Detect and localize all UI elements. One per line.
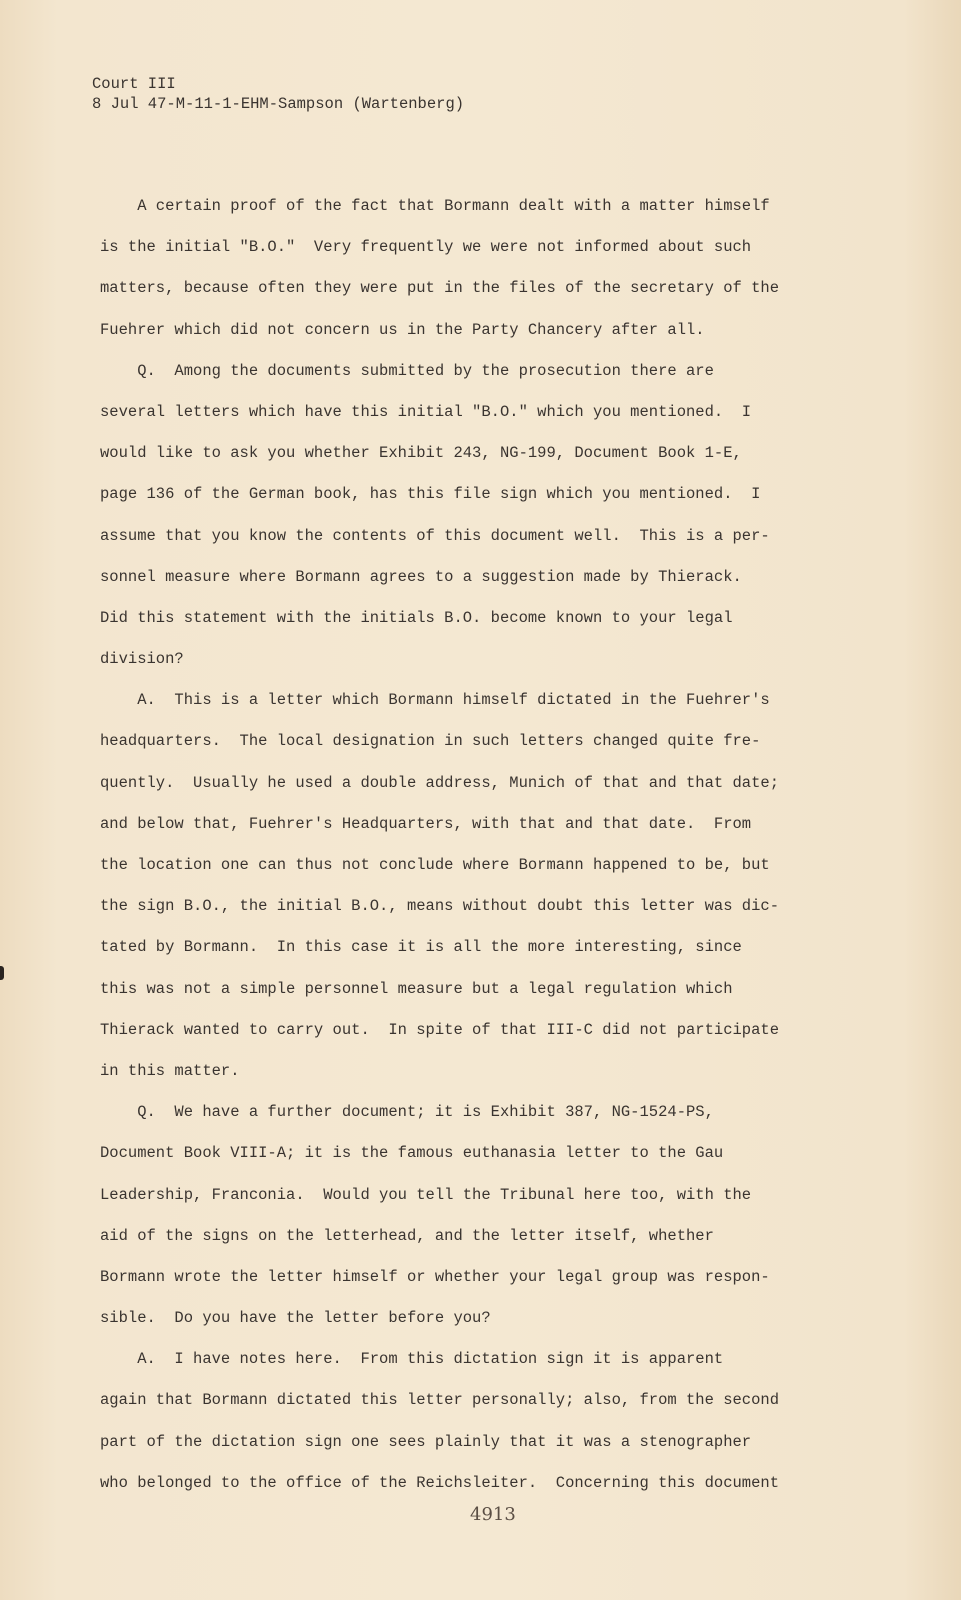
transcript-line: Q. Among the documents submitted by the prosecution there are [100, 361, 714, 380]
transcript-line: A. I have notes here. From this dictation sign it is apparent [100, 1350, 724, 1369]
transcript-line: A certain proof of the fact that Bormann dealt with a matter himself [100, 197, 770, 215]
transcript-body [100, 186, 860, 1504]
transcript-line: page 136 of the German book, has this file sign which you mentioned. I [100, 485, 761, 504]
transcript-line: several letters which have this initial "B.O." which you mentioned. I [100, 402, 752, 421]
court-label: Court III [92, 75, 176, 93]
transcript-line: division? [100, 650, 184, 669]
transcript-line: aid of the signs on the letterhead, and the letter itself, whether [100, 1226, 714, 1245]
transcript-line: quently. Usually he used a double address, Munich of that and that date; [100, 773, 780, 792]
transcript-line: assume that you know the contents of this document well. This is a per- [100, 526, 770, 545]
transcript-line: headquarters. The local designation in such letters changed quite fre- [100, 732, 761, 751]
transcript-line: Did this statement with the initials B.O. become known to your legal [100, 608, 733, 627]
transcript-line: this was not a simple personnel measure but a legal regulation which [100, 979, 733, 998]
transcript-line: Fuehrer which did not concern us in the Party Chancery after all. [100, 320, 705, 339]
transcript-line: is the initial "B.O." Very frequently we were not informed about such [100, 238, 752, 257]
transcript-line: the location one can thus not conclude where Bormann happened to be, but [100, 856, 770, 874]
transcript-line: part of the dictation sign one sees plainly that it was a stenographer [100, 1432, 752, 1451]
session-reference: 8 Jul 47-M-11-1-EHM-Sampson (Wartenberg) [92, 95, 465, 113]
transcript-line: Q. We have a further document; it is Exhibit 387, NG-1524-PS, [100, 1103, 714, 1122]
transcript-line: the sign B.O., the initial B.O., means without doubt this letter was dic- [100, 897, 780, 916]
transcript-line: tated by Bormann. In this case it is all the more interesting, since [100, 938, 742, 957]
transcript-line: Leadership, Franconia. Would you tell the Tribunal here too, with the [100, 1185, 752, 1204]
page-number: 4913 [470, 1504, 516, 1525]
transcript-line: would like to ask you whether Exhibit 243, NG-199, Document Book 1-E, [100, 444, 742, 463]
transcript-line: sible. Do you have the letter before you? [100, 1309, 491, 1328]
transcript-line: Thierack wanted to carry out. In spite of that III-C did not participate [100, 1020, 780, 1039]
page-header [92, 74, 464, 114]
transcript-line: who belonged to the office of the Reichsleiter. Concerning this document [100, 1473, 780, 1492]
transcript-line: Bormann wrote the letter himself or whether your legal group was respon- [100, 1267, 770, 1286]
transcript-line: sonnel measure where Bormann agrees to a suggestion made by Thierack. [100, 567, 742, 586]
transcript-line: matters, because often they were put in the files of the secretary of the [100, 279, 780, 298]
transcript-line: A. This is a letter which Bormann himself dictated in the Fuehrer's [100, 691, 770, 710]
transcript-line: in this matter. [100, 1061, 240, 1080]
transcript-line: again that Bormann dictated this letter personally; also, from the second [100, 1391, 780, 1410]
binding-mark [0, 966, 4, 980]
transcript-line: and below that, Fuehrer's Headquarters, with that and that date. From [100, 814, 752, 833]
transcript-line: Document Book VIII-A; it is the famous euthanasia letter to the Gau [100, 1144, 724, 1163]
